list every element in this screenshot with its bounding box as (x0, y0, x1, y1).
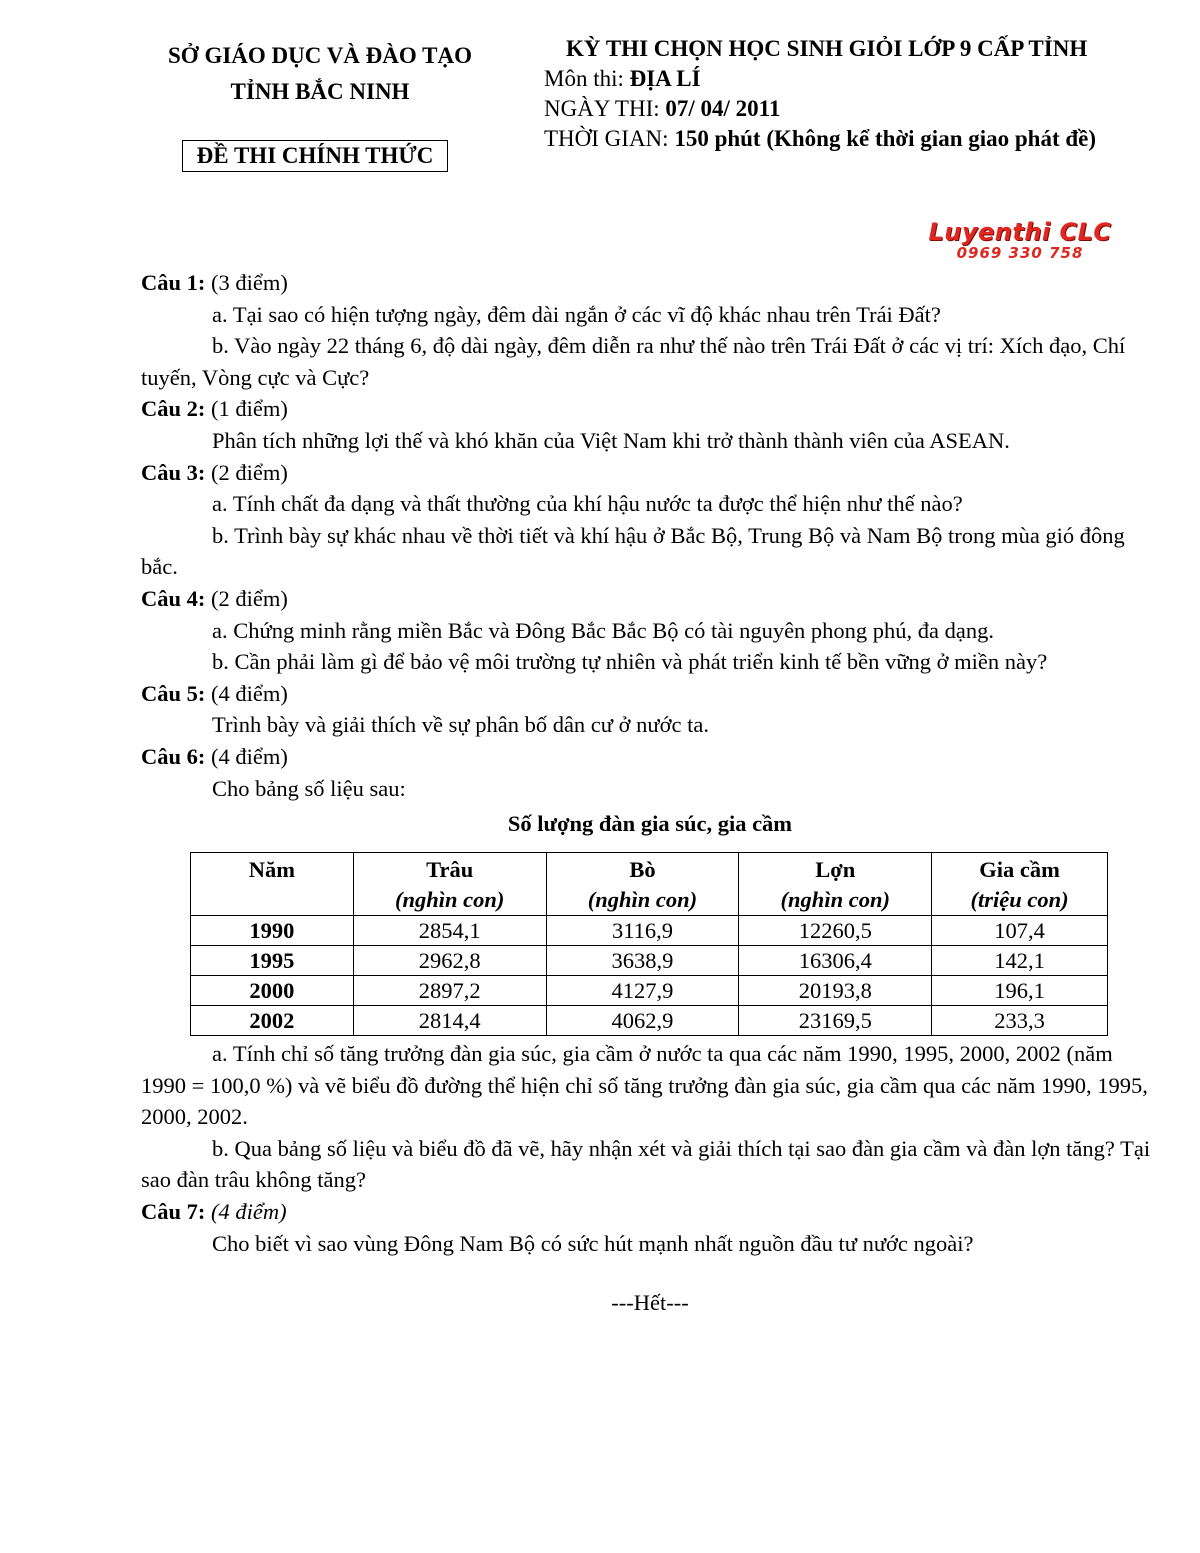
livestock-table (190, 852, 1108, 1036)
cell-poultry: 233,3 (932, 1006, 1108, 1036)
cell-pig: 20193,8 (739, 976, 932, 1006)
date-value: 07/ 04/ 2011 (665, 96, 781, 121)
question-6a: a. Tính chỉ số tăng trưởng đàn gia súc, gia cầm ở nước ta qua các năm 1990, 1995, 2000, 2002 (năm 1990 = 100,0 %) và vẽ biểu đồ đường thể hiện chỉ số tăng trưởng đàn gia súc, gia cầm qua các năm 1990, 1995, 2000, 2002. (141, 1041, 1148, 1130)
cell-pig: 23169,5 (739, 1006, 932, 1036)
date-label: NGÀY THI: (544, 96, 666, 121)
cell-buffalo: 2897,2 (353, 976, 546, 1006)
question-2-heading: Câu 2: (1 điểm) (141, 396, 288, 422)
question-3a: a. Tính chất đa dạng và thất thường của khí hậu nước ta được thể hiện như thế nào? (212, 491, 963, 517)
question-4-heading: Câu 4: (2 điểm) (141, 585, 288, 611)
col-header-year: Năm (191, 853, 354, 916)
col-header-poultry: Gia cầm (triệu con) (932, 853, 1108, 916)
subject-value: ĐỊA LÍ (629, 66, 701, 91)
table-row (191, 976, 1108, 1006)
table-title: Số lượng đàn gia súc, gia cầm (507, 811, 793, 837)
cell-cattle: 4127,9 (546, 976, 739, 1006)
cell-year: 1995 (191, 946, 354, 976)
question-7-heading: Câu 7: (4 điểm) (141, 1199, 287, 1225)
time-value: 150 phút (Không kể thời gian giao phát đề) (674, 126, 1097, 151)
cell-poultry: 107,4 (932, 916, 1108, 946)
question-7-text: Cho biết vì sao vùng Đông Nam Bộ có sức hút mạnh nhất nguồn đầu tư nước ngoài? (212, 1230, 974, 1256)
table-row (191, 946, 1108, 976)
cell-buffalo: 2962,8 (353, 946, 546, 976)
question-4a: a. Chứng minh rằng miền Bắc và Đông Bắc Bắc Bộ có tài nguyên phong phú, đa dạng. (212, 617, 995, 643)
question-6b: b. Qua bảng số liệu và biểu đồ đã vẽ, hãy nhận xét và giải thích tại sao đàn gia cầm và đàn lợn tăng? Tại sao đàn trâu không tăng? (141, 1135, 1151, 1193)
issuer-line-1: SỞ GIÁO DỤC VÀ ĐÀO TẠO (168, 43, 472, 68)
cell-pig: 12260,5 (739, 916, 932, 946)
question-3-heading: Câu 3: (2 điểm) (141, 459, 288, 485)
col-header-buffalo: Trâu (nghìn con) (353, 853, 546, 916)
table-row (191, 916, 1108, 946)
cell-year: 2002 (191, 1006, 354, 1036)
question-1-heading: Câu 1: (3 điểm) (141, 270, 288, 295)
question-6-heading: Câu 6: (4 điểm) (141, 743, 288, 769)
exam-questions (141, 267, 1159, 1319)
subject-label: Môn thi: (544, 66, 630, 91)
cell-cattle: 4062,9 (546, 1006, 739, 1036)
col-header-cattle: Bò (nghìn con) (546, 853, 739, 916)
question-5-text: Trình bày và giải thích về sự phân bố dân cư ở nước ta. (212, 712, 709, 738)
cell-buffalo: 2854,1 (353, 916, 546, 946)
cell-buffalo: 2814,4 (353, 1006, 546, 1036)
question-4b: b. Cần phải làm gì để bảo vệ môi trường tự nhiên và phát triển kinh tế bền vững ở miền này? (212, 649, 1048, 675)
subject-line (544, 64, 1184, 94)
exam-title: KỲ THI CHỌN HỌC SINH GIỎI LỚP 9 CẤP TỈNH (566, 36, 1088, 61)
question-3b: b. Trình bày sự khác nhau về thời tiết và khí hậu ở Bắc Bộ, Trung Bộ và Nam Bộ trong mùa gió đông bắc. (141, 522, 1125, 580)
exam-info-block (544, 34, 1184, 154)
question-1b: b. Vào ngày 22 tháng 6, độ dài ngày, đêm diễn ra như thế nào trên Trái Đất ở các vị trí: Xích đạo, Chí tuyến, Vòng cực và Cực? (141, 333, 1126, 390)
issuer-block (140, 38, 500, 110)
end-marker: ---Hết--- (611, 1290, 689, 1316)
official-stamp-box: ĐỀ THI CHÍNH THỨC (182, 140, 448, 172)
time-label: THỜI GIAN: (544, 126, 675, 151)
cell-cattle: 3638,9 (546, 946, 739, 976)
cell-poultry: 142,1 (932, 946, 1108, 976)
question-6-intro: Cho bảng số liệu sau: (212, 775, 406, 801)
logo-name: Luyenthi CLC (928, 218, 1112, 246)
question-2-text: Phân tích những lợi thế và khó khăn của Việt Nam khi trở thành thành viên của ASEAN. (212, 427, 1010, 453)
question-5-heading: Câu 5: (4 điểm) (141, 680, 288, 706)
logo-phone: 0969 330 758 (956, 244, 1084, 262)
question-1a: a. Tại sao có hiện tượng ngày, đêm dài ngắn ở các vĩ độ khác nhau trên Trái Đất? (212, 301, 941, 327)
table-header-row (191, 853, 1108, 916)
time-line (544, 124, 1184, 154)
cell-year: 2000 (191, 976, 354, 1006)
cell-pig: 16306,4 (739, 946, 932, 976)
cell-year: 1990 (191, 916, 354, 946)
luyenthi-logo (905, 218, 1135, 264)
date-line (544, 94, 1184, 124)
cell-cattle: 3116,9 (546, 916, 739, 946)
issuer-line-2: TỈNH BẮC NINH (230, 79, 410, 104)
table-row (191, 1006, 1108, 1036)
cell-poultry: 196,1 (932, 976, 1108, 1006)
col-header-pig: Lợn (nghìn con) (739, 853, 932, 916)
